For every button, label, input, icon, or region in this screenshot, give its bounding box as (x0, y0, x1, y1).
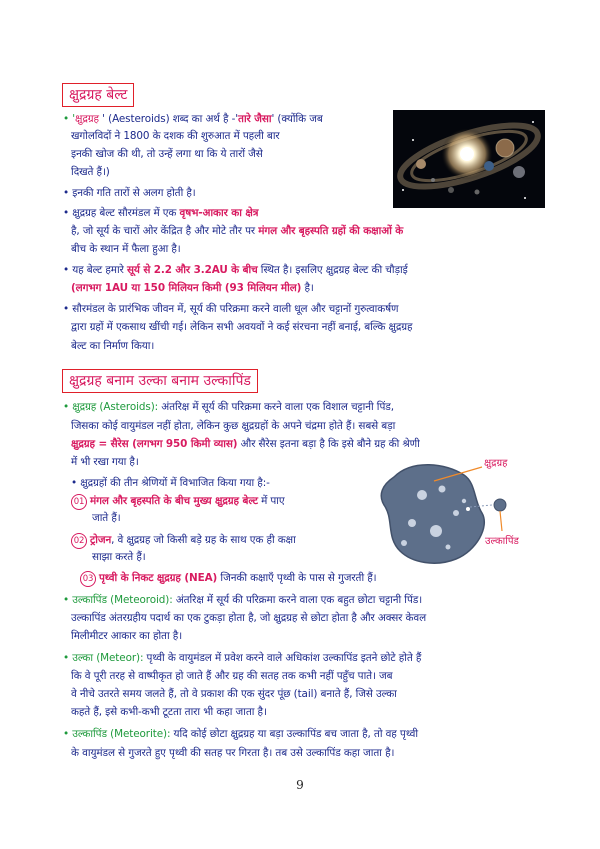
asteroid-meteoroid-diagram (372, 455, 552, 575)
text-line: के वायुमंडल से गुजरते हुए पृथ्वी की सतह पर गिरता है। तब उसे उल्कापिंड कहा जाता है। (71, 747, 395, 759)
text-line: • 'क्षुद्रग्रह ' (Aesteroids) शब्द का अर्थ है -'तारे जैसा' (क्योंकि जब (63, 113, 323, 125)
text-line: • इनकी गति तारों से अलग होती है। (63, 187, 196, 199)
text-line: वे नीचे उतरते समय जलते हैं, तो वे प्रकाश की एक सुंदर पूंछ (tail) बनाते हैं, जिसे उल्का (71, 688, 397, 700)
text-line: जाते हैं। (92, 512, 121, 524)
text-line: बीच के स्थान में फैला हुआ है। (71, 243, 181, 255)
asteroid-diagram-icon (372, 455, 552, 575)
text-line: • उल्कापिंड (Meteoroid): अंतरिक्ष में सूर्य की परिक्रमा करने वाला एक बहुत छोटा चट्टानी पिंड। (63, 594, 423, 606)
text-line: कहते हैं, इसे कभी-कभी टूटता तारा भी कहा जाता है। (71, 706, 267, 718)
text-line: जिसका कोई वायुमंडल नहीं होता, लेकिन कुछ क्षुद्रग्रहों के अपने चंद्रमा होते हैं। सबसे बड़ा (71, 420, 396, 432)
text-line: (लगभग 1AU या 150 मिलियन किमी (93 मिलियन मील) है। (71, 282, 314, 294)
text-line: दिखते हैं।) (71, 166, 110, 178)
diagram-label-meteoroid: उल्कापिंड (485, 536, 519, 547)
space-illustration-icon (393, 110, 545, 208)
page-number: 9 (296, 778, 304, 792)
text-line: • क्षुद्रग्रहों की तीन श्रेणियों में विभाजित किया गया है:- (71, 477, 270, 489)
asteroid-belt-image (393, 110, 545, 208)
text-line: उल्कापिंड अंतरग्रहीय पदार्थ का एक टुकड़ा होता है, जो क्षुद्रग्रह से छोटा होता है और अक्सर केवल (71, 612, 427, 624)
text-line: खगोलविदों ने 1800 के दशक की शुरुआत में पहली बार (71, 130, 280, 142)
text-line: साझा करते हैं। (92, 551, 146, 563)
text-line: • क्षुद्रग्रह बेल्ट सौरमंडल में एक वृषभ-आकार का क्षेत्र (63, 207, 259, 219)
text-line: 02 ट्रोजन, वे क्षुद्रग्रह जो किसी बड़े ग्रह के साथ एक ही कक्षा (71, 533, 296, 549)
text-line: 03 पृथ्वी के निकट क्षुद्रग्रह (NEA) जिनकी कक्षाएँ पृथ्वी के पास से गुजरती हैं। (80, 571, 377, 587)
text-line: मिलीमीटर आकार का होता है। (71, 630, 183, 642)
section-heading-asteroid-belt: क्षुद्रग्रह बेल्ट (62, 83, 134, 107)
text-line: क्षुद्रग्रह = सैरेस (लगभग 950 किमी व्यास) और सैरेस इतना बड़ा है कि इसे बौने ग्रह की श्रेणी (71, 438, 420, 450)
text-line: • यह बेल्ट हमारे सूर्य से 2.2 और 3.2AU के बीच स्थित है। इसलिए क्षुद्रग्रह बेल्ट की चौड़ाई (63, 264, 408, 276)
text-line: द्वारा ग्रहों में एकसाथ खींची गई। लेकिन सभी अवयवों ने कई संरचना नहीं बनाई, बल्कि क्षुद्रग्रह (71, 321, 413, 333)
text-line: है, जो सूर्य के चारों ओर केंद्रित है और मोटे तौर पर मंगल और बृहस्पति ग्रहों की कक्षाओं के (71, 225, 404, 237)
text-line: कि वे पूरी तरह से वाष्पीकृत हो जाते हैं और ग्रह की सतह तक कभी नहीं पहुँच पाते। जब (71, 670, 393, 682)
text-line: इनकी खोज की थी, तो उन्हें लगा था कि ये तारों जैसे (71, 148, 263, 160)
text-line: • उल्कापिंड (Meteorite): यदि कोई छोटा क्षुद्रग्रह या बड़ा उल्कापिंड बच जाता है, तो वह पृथ्वी (63, 728, 419, 740)
text-line: में भी रखा गया है। (71, 456, 139, 468)
text-line: • उल्का (Meteor): पृथ्वी के वायुमंडल में प्रवेश करने वाले अधिकांश उल्कापिंड इतने छोटे होते हैं (63, 652, 422, 664)
diagram-label-asteroid: क्षुद्रग्रह (484, 458, 508, 469)
text-line: • सौरमंडल के प्रारंभिक जीवन में, सूर्य की परिक्रमा करने वाली धूल और चट्टानों गुरुत्वाकर्षण (63, 303, 399, 315)
text-line: 01 मंगल और बृहस्पति के बीच मुख्य क्षुद्रग्रह बेल्ट में पाए (71, 494, 285, 510)
text-line: बेल्ट का निर्माण किया। (71, 340, 155, 352)
section-heading-asteroid-vs-meteor: क्षुद्रग्रह बनाम उल्का बनाम उल्कापिंड (62, 369, 258, 393)
text-line: • क्षुद्रग्रह (Asteroids): अंतरिक्ष में सूर्य की परिक्रमा करने वाला एक विशाल चट्टानी पिंड, (63, 401, 394, 413)
